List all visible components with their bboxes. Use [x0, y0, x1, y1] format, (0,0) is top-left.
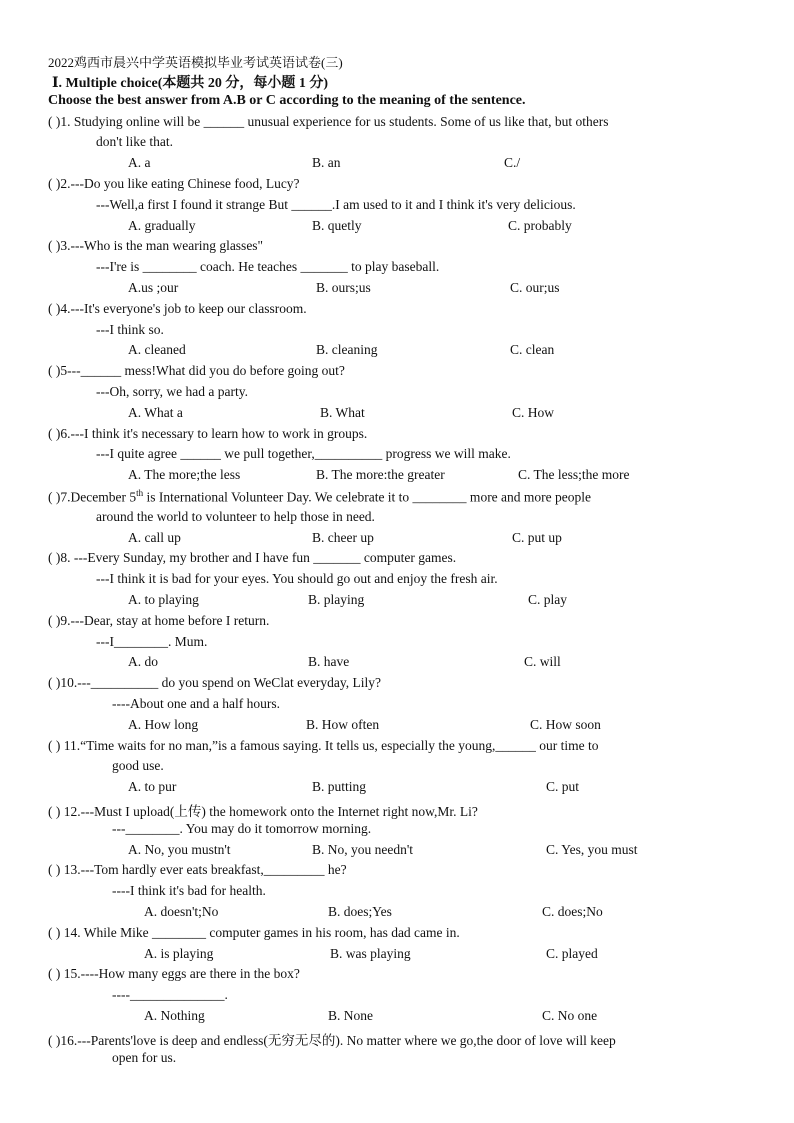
question-9-option-a[interactable]: A. do: [128, 654, 158, 669]
question-8-stem: ( )8. ---Every Sunday, my brother and I have fun _______ computer games.: [48, 550, 457, 565]
question-11-stem: ( ) 11.“Time waits for no man,”is a famous saying. It tells us, especially the young,______ our time to: [48, 738, 599, 753]
question-4-reply: ---I think so.: [96, 322, 164, 337]
question-11-option-c[interactable]: C. put: [546, 779, 580, 794]
question-4-option-b[interactable]: B. cleaning: [316, 342, 378, 357]
question-10-option-a[interactable]: A. How long: [128, 717, 199, 732]
question-12-reply: ---________. You may do it tomorrow morning.: [112, 821, 372, 836]
question-8-option-b[interactable]: B. playing: [308, 592, 365, 607]
exam-title: 2022鸡西市晨兴中学英语模拟毕业考试英语试卷(三): [48, 55, 343, 70]
question-1-option-c[interactable]: C./: [504, 155, 521, 170]
question-15-option-b[interactable]: B. None: [328, 1008, 373, 1023]
question-8-option-c[interactable]: C. play: [528, 592, 567, 607]
instruction-text: Choose the best answer from A.B or C according to the meaning of the sentence.: [48, 93, 526, 108]
question-13-option-c[interactable]: C. does;No: [542, 904, 603, 919]
question-3-option-c[interactable]: C. our;us: [510, 280, 560, 295]
question-7-option-c[interactable]: C. put up: [512, 530, 562, 545]
question-4-option-a[interactable]: A. cleaned: [128, 342, 186, 357]
question-4-stem: ( )4.---It's everyone's job to keep our classroom.: [48, 301, 307, 316]
question-5-option-a[interactable]: A. What a: [128, 405, 183, 420]
question-15-option-c[interactable]: C. No one: [542, 1008, 598, 1023]
question-9-stem: ( )9.---Dear, stay at home before I return.: [48, 613, 270, 628]
question-9-reply: ---I________. Mum.: [96, 634, 208, 649]
question-13-stem: ( ) 13.---Tom hardly ever eats breakfast,_________ he?: [48, 862, 347, 877]
question-7-option-b[interactable]: B. cheer up: [312, 530, 374, 545]
question-5-stem: ( )5---______ mess!What did you do before going out?: [48, 363, 345, 378]
section-heading: Ⅰ. Multiple choice(本题共 20 分，每小题 1 分): [52, 76, 329, 91]
question-7-stem-b: is International Volunteer Day. We celebrate it to ________ more and more people: [143, 489, 592, 505]
question-7-stem: [48, 488, 591, 506]
question-8-option-a[interactable]: A. to playing: [128, 592, 199, 607]
question-13-option-a[interactable]: A. doesn't;No: [144, 904, 219, 919]
question-2-option-c[interactable]: C. probably: [508, 218, 572, 233]
question-2-stem: ( )2.---Do you like eating Chinese food, Lucy?: [48, 176, 300, 191]
question-12-option-b[interactable]: B. No, you needn't: [312, 842, 414, 857]
question-2-option-b[interactable]: B. quetly: [312, 218, 362, 233]
question-7-stem-a: ( )7.December 5: [48, 489, 137, 505]
question-6-reply: ---I quite agree ______ we pull together,__________ progress we will make.: [96, 446, 511, 461]
question-14-option-a[interactable]: A. is playing: [144, 946, 214, 961]
question-3-stem: ( )3.---Who is the man wearing glasses": [48, 238, 264, 253]
question-6-option-a[interactable]: A. The more;the less: [128, 467, 241, 482]
question-15-option-a[interactable]: A. Nothing: [144, 1008, 205, 1023]
question-1-stem: ( )1. Studying online will be ______ unusual experience for us students. Some of us like that, but others: [48, 114, 609, 129]
question-14-stem: ( ) 14. While Mike ________ computer games in his room, has dad came in.: [48, 925, 460, 940]
question-1-option-a[interactable]: A. a: [128, 155, 151, 170]
question-13-reply: ----I think it's bad for health.: [112, 883, 266, 898]
question-15-reply: ----______________.: [112, 987, 228, 1002]
question-4-option-c[interactable]: C. clean: [510, 342, 555, 357]
question-1-option-b[interactable]: B. an: [312, 155, 341, 170]
question-7-stem-cont: around the world to volunteer to help those in need.: [96, 509, 375, 524]
question-9-option-b[interactable]: B. have: [308, 654, 350, 669]
question-11-stem-cont: good use.: [112, 758, 164, 773]
question-12-option-a[interactable]: A. No, you mustn't: [128, 842, 231, 857]
question-6-option-b[interactable]: B. The more:the greater: [316, 467, 445, 482]
question-14-option-c[interactable]: C. played: [546, 946, 598, 961]
question-10-option-c[interactable]: C. How soon: [530, 717, 601, 732]
question-16-stem-cont: open for us.: [112, 1050, 177, 1065]
question-12-stem: ( ) 12.---Must I upload(上传) the homework onto the Internet right now,Mr. Li?: [48, 804, 478, 819]
question-15-stem: ( ) 15.----How many eggs are there in the box?: [48, 966, 300, 981]
question-7-superscript: th: [136, 488, 144, 498]
question-7-option-a[interactable]: A. call up: [128, 530, 181, 545]
question-11-option-a[interactable]: A. to pur: [128, 779, 177, 794]
question-3-reply: ---I're is ________ coach. He teaches _______ to play baseball.: [96, 259, 440, 274]
question-10-option-b[interactable]: B. How often: [306, 717, 380, 732]
question-10-reply: ----About one and a half hours.: [112, 696, 280, 711]
question-12-option-c[interactable]: C. Yes, you must: [546, 842, 638, 857]
question-11-option-b[interactable]: B. putting: [312, 779, 367, 794]
question-2-reply: ---Well,a first I found it strange But ______.I am used to it and I think it's very delicious.: [96, 197, 576, 212]
question-6-stem: ( )6.---I think it's necessary to learn how to work in groups.: [48, 426, 368, 441]
question-3-option-b[interactable]: B. ours;us: [316, 280, 371, 295]
question-3-option-a[interactable]: A.us ;our: [128, 280, 179, 295]
question-5-option-c[interactable]: C. How: [512, 405, 555, 420]
question-10-stem: ( )10.---__________ do you spend on WeClat everyday, Lily?: [48, 675, 381, 690]
question-5-reply: ---Oh, sorry, we had a party.: [96, 384, 248, 399]
question-14-option-b[interactable]: B. was playing: [330, 946, 411, 961]
question-9-option-c[interactable]: C. will: [524, 654, 561, 669]
question-2-option-a[interactable]: A. gradually: [128, 218, 196, 233]
question-1-stem-cont: don't like that.: [96, 134, 174, 149]
question-6-option-c[interactable]: C. The less;the more: [518, 467, 630, 482]
question-5-option-b[interactable]: B. What: [320, 405, 365, 420]
question-8-reply: ---I think it is bad for your eyes. You should go out and enjoy the fresh air.: [96, 571, 498, 586]
question-16-stem: ( )16.---Parents'love is deep and endless(无穷无尽的). No matter where we go,the door of love will keep: [48, 1033, 616, 1048]
question-13-option-b[interactable]: B. does;Yes: [328, 904, 392, 919]
